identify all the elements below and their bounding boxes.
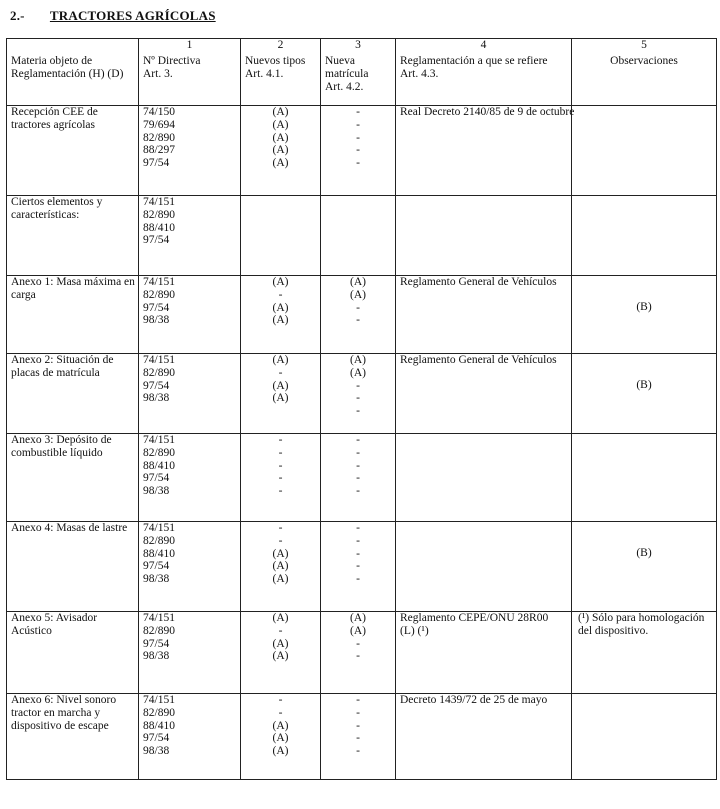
nueva-matricula-value: - <box>356 392 360 405</box>
nueva-matricula-value: - <box>356 650 360 663</box>
text-line: Reglamentación (H) (D) <box>11 67 124 80</box>
col-header-nuevos-tipos <box>241 55 321 106</box>
nuevos-tipos-value: (A) <box>272 131 289 144</box>
text-line: dispositivo de escape <box>11 719 109 732</box>
text-line: tractores agrícolas <box>11 118 95 131</box>
observaciones-cell <box>572 694 717 780</box>
materia-cell <box>7 106 139 196</box>
materia-cell <box>7 354 139 434</box>
nueva-matricula-value: - <box>356 560 360 573</box>
text-line: Anexo 4: Masas de lastre <box>11 522 128 534</box>
col-header-reglamentacion <box>396 55 572 106</box>
reglamentacion-cell <box>396 522 572 612</box>
nuevos-tipos-value: (A) <box>272 732 289 745</box>
directiva-cell <box>139 694 241 780</box>
nueva-matricula-cell <box>321 196 396 276</box>
text-line: Anexo 1: Masa máxima en <box>11 276 135 288</box>
col-number-0 <box>7 39 139 56</box>
nuevos-tipos-value: (A) <box>272 301 289 314</box>
nueva-matricula-cell <box>321 694 396 780</box>
directiva-value: 82/890 <box>143 131 175 144</box>
nuevos-tipos-cell <box>241 106 321 196</box>
reglamentacion-cell <box>396 354 572 434</box>
observaciones-value: (B) <box>636 547 652 559</box>
nuevos-tipos-value: (A) <box>272 637 289 650</box>
section-number: 2.- <box>10 8 25 23</box>
nuevos-tipos-value: (A) <box>272 719 289 732</box>
reglamentacion-cell <box>396 106 575 196</box>
nuevos-tipos-cell <box>241 196 321 276</box>
observaciones-cell <box>572 196 717 276</box>
nueva-matricula-cell <box>321 354 396 434</box>
col-header-nueva-matricula <box>321 55 396 106</box>
table-row <box>7 522 717 612</box>
directiva-value: 79/694 <box>143 118 175 131</box>
nueva-matricula-cell <box>321 612 396 694</box>
nuevos-tipos-cell <box>241 276 321 354</box>
directiva-value: 82/890 <box>143 624 175 637</box>
nueva-matricula-value: (A) <box>350 624 366 637</box>
section-title: TRACTORES AGRÍCOLAS <box>49 8 216 23</box>
nuevos-tipos-value: (A) <box>272 144 289 157</box>
nueva-matricula-value: - <box>356 144 360 157</box>
nueva-matricula-value: - <box>356 573 360 586</box>
text-line: Ciertos elementos y <box>11 196 103 208</box>
text-line: Anexo 5: Avisador <box>11 612 98 624</box>
materia-cell <box>7 434 139 522</box>
directiva-value: 97/54 <box>143 560 170 573</box>
nuevos-tipos-value: (A) <box>272 276 289 288</box>
directiva-cell <box>139 354 241 434</box>
directiva-value: 98/38 <box>143 573 170 586</box>
nuevos-tipos-value: (A) <box>272 612 289 624</box>
text-line: Art. 4.2. <box>325 80 364 93</box>
text-line: matrícula <box>325 67 369 80</box>
col-number-4: 4 <box>396 39 572 56</box>
nueva-matricula-value: (A) <box>350 276 366 288</box>
nuevos-tipos-value: - <box>278 472 283 485</box>
reglamentacion-cell <box>396 196 572 276</box>
column-header-row <box>7 55 717 106</box>
directiva-value: 82/890 <box>143 208 175 221</box>
nueva-matricula-cell <box>321 106 396 196</box>
text-line: Observaciones <box>610 55 678 67</box>
directiva-value: 74/151 <box>143 354 175 366</box>
directiva-value: 82/890 <box>143 534 175 547</box>
nuevos-tipos-cell <box>241 354 321 434</box>
nuevos-tipos-value: - <box>278 624 283 637</box>
nuevos-tipos-value: (A) <box>272 354 289 366</box>
reglamentacion-cell <box>396 612 572 694</box>
table-row <box>7 354 717 434</box>
nuevos-tipos-cell <box>241 694 321 780</box>
observaciones-cell <box>572 354 717 434</box>
nuevos-tipos-value: - <box>278 366 283 379</box>
col-number-1: 1 <box>139 39 241 56</box>
text-line: Reglamento General de Vehículos <box>400 276 557 288</box>
directiva-value: 98/38 <box>143 392 170 405</box>
directiva-value: 98/38 <box>143 314 170 327</box>
directiva-cell <box>139 612 241 694</box>
text-line: Acústico <box>11 624 52 637</box>
text-line: Nueva <box>325 55 356 67</box>
nueva-matricula-value: - <box>356 459 360 472</box>
nuevos-tipos-value: - <box>278 694 283 706</box>
directiva-value: 98/38 <box>143 650 170 663</box>
text-line: Decreto 1439/72 de 25 de mayo <box>400 694 548 706</box>
nuevos-tipos-cell <box>241 612 321 694</box>
nuevos-tipos-value: (A) <box>272 106 289 118</box>
reglamentacion-cell <box>396 694 572 780</box>
nueva-matricula-value: - <box>356 118 360 131</box>
directiva-value: 74/151 <box>143 694 175 706</box>
directiva-value: 82/890 <box>143 446 175 459</box>
nueva-matricula-value: - <box>356 485 360 498</box>
nueva-matricula-value: (A) <box>350 288 366 301</box>
col-header-directiva <box>139 55 241 106</box>
text-line: Real Decreto 2140/85 de 9 de octubre <box>400 106 575 118</box>
spacer <box>576 522 712 547</box>
materia-cell <box>7 694 139 780</box>
directiva-value: 97/54 <box>143 301 170 314</box>
text-line: Art. 3. <box>143 67 173 80</box>
nuevos-tipos-value: - <box>278 288 283 301</box>
nuevos-tipos-value: (A) <box>272 650 289 663</box>
nuevos-tipos-value: (A) <box>272 118 289 131</box>
directiva-value: 98/38 <box>143 485 170 498</box>
materia-cell <box>7 196 139 276</box>
nueva-matricula-cell <box>321 434 396 522</box>
observaciones-cell <box>572 522 717 612</box>
nuevos-tipos-value: - <box>278 434 283 446</box>
table-row <box>7 106 717 196</box>
observaciones-cell <box>572 612 717 694</box>
nueva-matricula-value: - <box>356 131 360 144</box>
materia-cell <box>7 612 139 694</box>
directiva-value: 74/151 <box>143 612 175 624</box>
table-row <box>7 434 717 522</box>
nueva-matricula-value: - <box>356 534 360 547</box>
text-line: Reglamento CEPE/ONU 28R00 <box>400 612 549 624</box>
nueva-matricula-value: - <box>356 719 360 732</box>
text-line: Art. 4.1. <box>245 67 284 80</box>
table-row <box>7 612 717 694</box>
observaciones-value: (B) <box>636 379 652 391</box>
nueva-matricula-value: - <box>356 301 360 314</box>
text-line: Recepción CEE de <box>11 106 98 118</box>
materia-cell <box>7 522 139 612</box>
reglamentacion-cell <box>396 276 572 354</box>
nueva-matricula-value: - <box>356 522 360 534</box>
col-header-observaciones <box>572 55 717 106</box>
nueva-matricula-value: - <box>356 706 360 719</box>
col-number-2: 2 <box>241 39 321 56</box>
directiva-value: 88/410 <box>143 221 175 234</box>
text-line: Anexo 3: Depósito de <box>11 434 112 446</box>
reglamentacion-cell <box>396 434 572 522</box>
nueva-matricula-value: - <box>356 472 360 485</box>
observaciones-cell <box>572 434 717 522</box>
text-line: Reglamento General de Vehículos <box>400 354 557 366</box>
observaciones-cell <box>572 276 717 354</box>
section-heading <box>10 8 216 24</box>
nueva-matricula-value: - <box>356 157 360 170</box>
text-line: placas de matrícula <box>11 366 100 379</box>
nueva-matricula-value: - <box>356 547 360 560</box>
directiva-value: 74/151 <box>143 196 175 208</box>
nuevos-tipos-value: - <box>278 446 283 459</box>
nuevos-tipos-value: (A) <box>272 157 289 170</box>
nueva-matricula-value: (A) <box>350 366 366 379</box>
text-line: Anexo 6: Nivel sonoro <box>11 694 117 706</box>
col-number-5: 5 <box>572 39 717 56</box>
nueva-matricula-cell <box>321 276 396 354</box>
text-line: Anexo 2: Situación de <box>11 354 114 366</box>
nueva-matricula-value: (A) <box>350 354 366 366</box>
directiva-cell <box>139 522 241 612</box>
nueva-matricula-value: - <box>356 434 360 446</box>
directiva-value: 74/151 <box>143 434 175 446</box>
text-line: Nº Directiva <box>143 55 201 67</box>
observaciones-value: (B) <box>636 301 652 313</box>
directiva-value: 74/151 <box>143 522 175 534</box>
spacer <box>576 354 712 379</box>
directiva-value: 88/410 <box>143 459 175 472</box>
text-line: Materia objeto de <box>11 55 93 67</box>
text-line: del dispositivo. <box>578 624 649 637</box>
col-number-3: 3 <box>321 39 396 56</box>
text-line: Reglamentación a que se refiere <box>400 55 548 67</box>
text-line: Nuevos tipos <box>245 55 306 67</box>
text-line: características: <box>11 208 80 221</box>
text-line: carga <box>11 288 36 301</box>
directiva-value: 88/410 <box>143 719 175 732</box>
nuevos-tipos-cell <box>241 522 321 612</box>
nueva-matricula-value: - <box>356 106 360 118</box>
nuevos-tipos-value: - <box>278 522 283 534</box>
nueva-matricula-value: - <box>356 405 360 418</box>
directiva-value: 82/890 <box>143 706 175 719</box>
directiva-value: 97/54 <box>143 157 170 170</box>
directiva-cell <box>139 106 241 196</box>
text-line: (¹) Sólo para homologación <box>578 612 705 624</box>
column-number-row <box>7 39 717 56</box>
nuevos-tipos-value: - <box>278 485 283 498</box>
nuevos-tipos-value: - <box>278 706 283 719</box>
nuevos-tipos-value: (A) <box>272 547 289 560</box>
spacer <box>576 276 712 301</box>
table-row <box>7 196 717 276</box>
directiva-value: 97/54 <box>143 472 170 485</box>
nueva-matricula-value: - <box>356 314 360 327</box>
nuevos-tipos-value: (A) <box>272 745 289 758</box>
directiva-value: 97/54 <box>143 234 170 247</box>
directiva-cell <box>139 434 241 522</box>
nueva-matricula-value: - <box>356 694 360 706</box>
nueva-matricula-value: - <box>356 637 360 650</box>
nueva-matricula-cell <box>321 522 396 612</box>
nueva-matricula-value: (A) <box>350 612 366 624</box>
directiva-value: 74/150 <box>143 106 175 118</box>
text-line: tractor en marcha y <box>11 706 101 719</box>
nueva-matricula-value: - <box>356 446 360 459</box>
directiva-value: 98/38 <box>143 745 170 758</box>
table-row <box>7 694 717 780</box>
nueva-matricula-value: - <box>356 379 360 392</box>
nuevos-tipos-value: (A) <box>272 314 289 327</box>
nuevos-tipos-value: (A) <box>272 379 289 392</box>
nuevos-tipos-value: (A) <box>272 392 289 405</box>
directiva-cell <box>139 196 241 276</box>
nueva-matricula-value: - <box>356 732 360 745</box>
text-line: Art. 4.3. <box>400 67 439 80</box>
text-line: combustible líquido <box>11 446 103 459</box>
col-header-materia <box>7 55 139 106</box>
directiva-cell <box>139 276 241 354</box>
directiva-value: 74/151 <box>143 276 175 288</box>
nuevos-tipos-value: - <box>278 459 283 472</box>
text-line: (L) (¹) <box>400 624 429 637</box>
directiva-value: 97/54 <box>143 637 170 650</box>
nuevos-tipos-value: (A) <box>272 560 289 573</box>
nuevos-tipos-cell <box>241 434 321 522</box>
directiva-value: 97/54 <box>143 732 170 745</box>
directiva-value: 82/890 <box>143 366 175 379</box>
directiva-value: 88/297 <box>143 144 175 157</box>
nuevos-tipos-value: (A) <box>272 573 289 586</box>
nueva-matricula-value: - <box>356 745 360 758</box>
nuevos-tipos-value: - <box>278 534 283 547</box>
table-row <box>7 276 717 354</box>
directiva-value: 88/410 <box>143 547 175 560</box>
regulation-table <box>6 38 717 780</box>
materia-cell <box>7 276 139 354</box>
observaciones-cell <box>572 106 717 196</box>
directiva-value: 97/54 <box>143 379 170 392</box>
directiva-value: 82/890 <box>143 288 175 301</box>
